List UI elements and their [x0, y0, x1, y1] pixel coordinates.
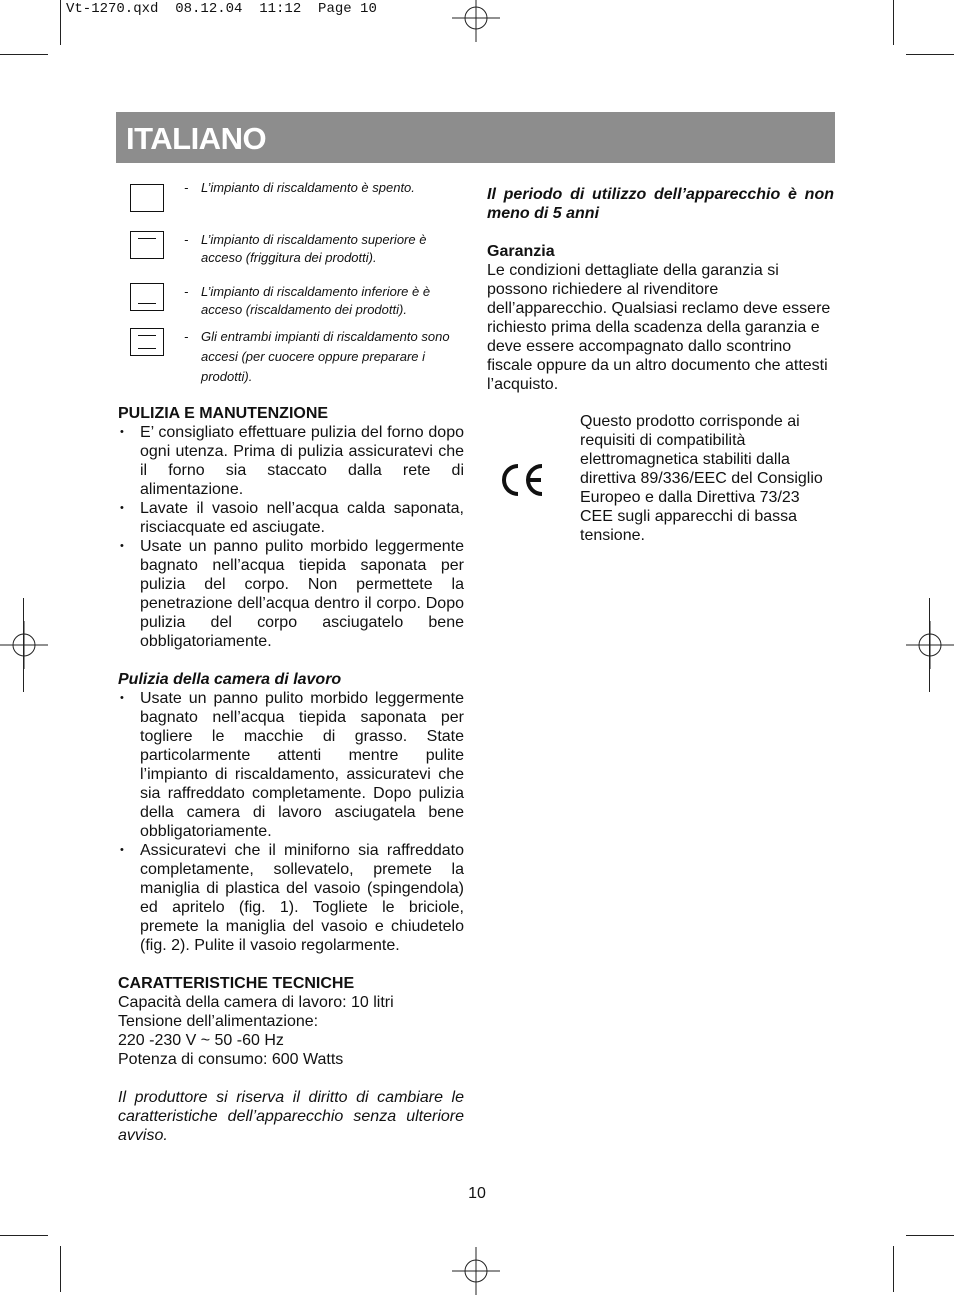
registration-mark-left — [0, 621, 48, 669]
mode-description: - L’impianto di riscaldamento inferiore è è acceso (riscaldamento dei prodotti). — [184, 284, 431, 317]
warranty-text: Le condizioni dettagliate della garanzia si possono richiedere al rivenditore dell’apparecchio. Qualsiasi reclamo deve essere richiesto prima della scadenza della garanzia e deve essere accompagnato dallo scontrino fiscale oppure da un altro documento che attesti l’acquisto. — [487, 262, 831, 393]
ce-compliance-text: Questo prodotto corrisponde ai requisiti di compatibilità elettromagnetica stabiliti dalla direttiva 89/336/EEC del Consiglio Europeo e dalla Direttiva 73/23 CEE sugli apparecchi di bassa tensione. — [580, 413, 823, 544]
cleaning-list — [118, 423, 464, 651]
top-heating-icon — [130, 231, 164, 259]
list-item: • Assicuratevi che il miniforno sia raffreddato completamente, sollevatelo, premete la maniglia di plastica del vasoio (spingendola) ed apritelo (fig. 1). Togliete le briciole, premete la maniglia del vasoio e chiudetelo (fig. 2). Pulite il vasoio regolarmente. — [118, 841, 464, 955]
mode-description: - L’impianto di riscaldamento è spento. — [184, 180, 415, 195]
crop-mark — [906, 54, 954, 55]
list-item: • E’ consigliato effettuare pulizia del forno dopo ogni utenza. Prima di pulizia assicuratevi che il forno sia staccato dalla rete di alimentazione. — [118, 423, 464, 499]
specs-section — [118, 974, 464, 1145]
warranty-title: Garanzia — [487, 243, 555, 260]
chamber-cleaning-section — [118, 670, 464, 955]
right-column — [487, 176, 834, 394]
crop-mark — [60, 0, 61, 45]
printer-slug: Vt-1270.qxd 08.12.04 11:12 Page 10 — [66, 1, 377, 17]
spec-capacity: Capacità della camera di lavoro: 10 litri — [118, 994, 394, 1011]
section-title: CARATTERISTICHE TECNICHE — [118, 975, 355, 992]
ce-mark-icon — [497, 457, 545, 503]
mode-description: - L’impianto di riscaldamento superiore è acceso (friggitura dei prodotti). — [184, 232, 427, 265]
registration-mark-right — [906, 621, 954, 669]
mode-description: - Gli entrambi impianti di riscaldamento sono accesi (per cuocere oppure preparare i prodotti). — [184, 329, 450, 384]
crop-mark — [0, 1235, 48, 1236]
mode-item — [118, 176, 464, 228]
cleaning-section — [118, 404, 464, 651]
crop-mark — [0, 54, 48, 55]
spec-voltage-value: 220 -230 V ~ 50 -60 Hz — [118, 1032, 284, 1049]
spec-power: Potenza di consumo: 600 Watts — [118, 1051, 344, 1068]
bottom-heating-icon — [130, 283, 164, 311]
mode-item — [118, 280, 464, 326]
section-subtitle: Pulizia della camera di lavoro — [118, 671, 342, 688]
registration-mark-bottom — [452, 1247, 500, 1295]
heating-off-icon — [130, 184, 164, 212]
registration-mark-top — [452, 0, 500, 42]
crop-mark — [893, 1246, 894, 1292]
mode-item — [118, 228, 464, 280]
crop-mark — [893, 0, 894, 45]
page-number: 10 — [468, 1185, 486, 1202]
crop-mark — [929, 598, 930, 692]
section-title: PULIZIA E MANUTENZIONE — [118, 405, 329, 422]
mode-item — [118, 326, 464, 404]
both-heating-icon — [130, 328, 164, 356]
spec-voltage-label: Tensione dell’alimentazione: — [118, 1013, 319, 1030]
banner-title: ITALIANO — [126, 121, 267, 156]
spec-notice: Il produttore si riserva il diritto di cambiare le caratteristiche dell’apparecchio senza ulteriore avviso. — [118, 1089, 464, 1144]
crop-mark — [60, 1246, 61, 1292]
lifetime-note: Il periodo di utilizzo dell’apparecchio è non meno di 5 anni — [487, 186, 834, 222]
list-item: • Lavate il vasoio nell’acqua calda saponata, risciacquate ed asciugate. — [118, 499, 464, 537]
left-column — [118, 176, 464, 1145]
heating-modes-list — [118, 176, 464, 404]
crop-mark — [906, 1235, 954, 1236]
crop-mark — [23, 598, 24, 692]
list-item: • Usate un panno pulito morbido leggermente bagnato nell’acqua tiepida saponata per togliere le macchie di grasso. State particolarmente attenti mentre pulite l’impianto di riscaldamento, assicuratevi che sia raffreddato completamente. Dopo pulizia della camera di lavoro asciugatela bene obbligatoriamente. — [118, 689, 464, 841]
chamber-list — [118, 689, 464, 955]
language-banner — [116, 112, 835, 163]
list-item: • Usate un panno pulito morbido leggermente bagnato nell’acqua tiepida saponata per pulizia del corpo. Non permettete la penetrazione dell’acqua dentro il corpo. Dopo pulizia del corpo asciugatelo bene obbligatoriamente. — [118, 537, 464, 651]
